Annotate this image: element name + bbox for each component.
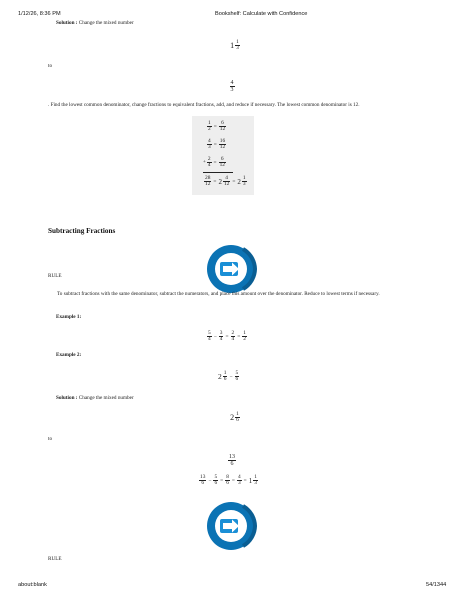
equation-row: $\frac{1}{2}$ = $\frac{6}{12}$ xyxy=(208,120,226,133)
mixed-number-2: 2 $\frac{1}{6}$ xyxy=(230,411,239,424)
mixed-den: 3 xyxy=(236,45,239,52)
example-1-label: Example 1: xyxy=(56,314,82,320)
example-2-label: Example 2: xyxy=(56,352,82,358)
example-2-result: $\frac{13}{6}$ − $\frac{5}{6}$ = $\frac{8}{6}$ = $\frac{4}{3}$ = 1 $\frac{1}{3}$ xyxy=(200,474,257,487)
sum-result: $\frac{28}{12}$ = 2 $\frac{4}{12}$ = 2 $\frac{1}{3}$ xyxy=(205,175,246,188)
footer-url: about:blank xyxy=(18,582,47,588)
footer-page: 54/1344 xyxy=(426,582,447,588)
rule-label: RULE xyxy=(48,273,62,279)
example-1-equation: $\frac{5}{4}$ − $\frac{3}{4}$ = $\frac{2}{4}$ = $\frac{1}{2}$ xyxy=(208,330,246,343)
rule-label-2: RULE xyxy=(48,556,62,562)
solution-text: Change the mixed number xyxy=(77,20,134,26)
instruction-text: . Find the lowest common denominator, change fractions to equivalent fractions, add, and reduce if necessary. The lowest common denominator is 12. xyxy=(48,102,360,108)
improper-fraction-2: $\frac{13}{6}$ xyxy=(229,454,235,467)
sum-rule-line xyxy=(203,172,233,173)
arrow-right-icon xyxy=(203,243,259,295)
equation-row: $\frac{4}{3}$ = $\frac{16}{12}$ xyxy=(208,138,226,151)
solution-line-2: Solution : Change the mixed number xyxy=(56,395,134,401)
equation-row: + $\frac{2}{4}$ = $\frac{6}{12}$ xyxy=(203,156,225,169)
mixed-number-1 xyxy=(220,40,250,52)
arrow-right-icon xyxy=(203,500,259,552)
improper-fraction-1 xyxy=(220,80,244,93)
solution-line xyxy=(56,19,134,28)
improper-den: 3 xyxy=(230,87,234,93)
mixed-num: 1 xyxy=(236,39,239,45)
solution-label: Solution : xyxy=(56,20,78,26)
rule-text: To subtract fractions with the same denominator, subtract the numerators, and place this amount over the denominator. Reduce to lowest terms if necessary. xyxy=(57,291,380,297)
plus-sign: + xyxy=(203,160,206,166)
to-label-1: to xyxy=(48,63,53,69)
to-label-2: to xyxy=(48,436,53,442)
example-2-equation: 2 $\frac{1}{6}$ − $\frac{5}{6}$ xyxy=(218,370,239,383)
header-datetime: 1/12/26, 8:36 PM xyxy=(18,11,61,17)
header-title: Bookshelf: Calculate with Confidence xyxy=(215,11,308,17)
section-heading: Subtracting Fractions xyxy=(48,227,116,235)
improper-num: 4 xyxy=(230,80,234,86)
mixed-whole: 1 xyxy=(230,41,235,51)
